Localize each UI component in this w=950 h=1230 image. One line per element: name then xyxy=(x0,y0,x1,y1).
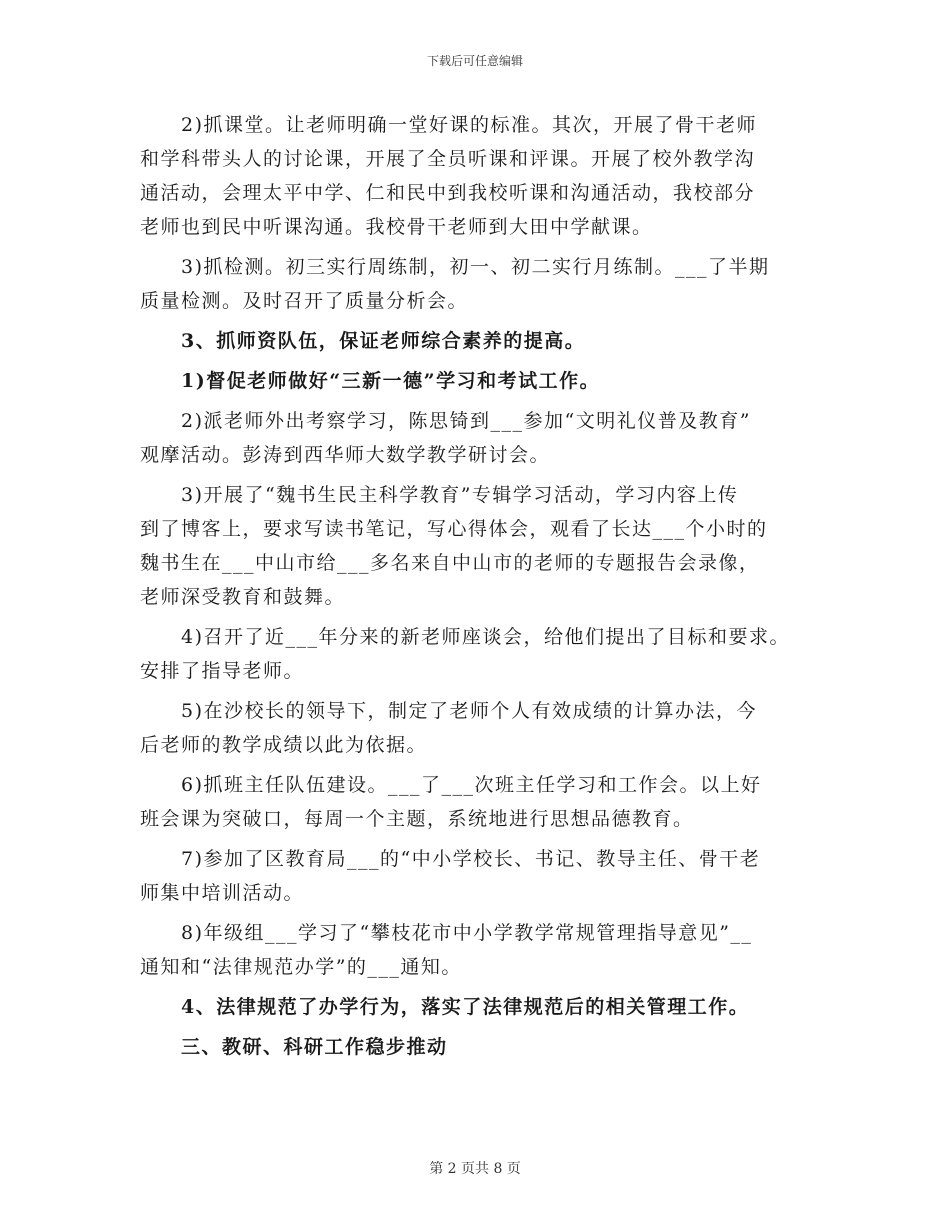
text-line: 后老师的教学成绩以此为依据。 xyxy=(140,734,428,756)
section-heading: 三、教研、科研工作稳步推动 xyxy=(181,1036,448,1058)
heading-research-work xyxy=(140,1030,830,1064)
text-line: 2)抓课堂。让老师明确一堂好课的标准。其次，开展了骨干老师 xyxy=(181,114,758,136)
text-line: 观摩活动。彭涛到西华师大数学教学研讨会。 xyxy=(140,444,551,466)
text-line: 6)抓班主任队伍建设。___了___次班主任学习和工作会。以上好 xyxy=(181,774,762,796)
section-heading: 4、法律规范了办学行为，落实了法律规范后的相关管理工作。 xyxy=(181,996,750,1018)
paragraph-external-study xyxy=(140,404,830,472)
paragraph-class-teacher-team xyxy=(140,768,830,836)
text-line: 到了博客上，要求写读书笔记，写心得体会，观看了长达___个小时的 xyxy=(140,518,768,540)
paragraph-grasp-classroom xyxy=(140,108,830,244)
text-line: 和学科带头人的讨论课，开展了全员听课和评课。开展了校外教学沟 xyxy=(140,148,756,170)
paragraph-supervise-study xyxy=(140,364,830,398)
paragraph-district-training xyxy=(140,842,830,910)
text-line: 安排了指导老师。 xyxy=(140,660,305,682)
page-header-note: 下载后可任意编辑 xyxy=(426,54,523,68)
text-line: 2)派老师外出考察学习，陈思锜到___参加“文明礼仪普及教育” xyxy=(181,410,751,432)
paragraph-grade-group-study xyxy=(140,916,830,984)
text-line: 魏书生在___中山市给___多名来自中山市的老师的专题报告会录像， xyxy=(140,552,760,574)
paragraph-grasp-testing xyxy=(140,250,830,318)
subheading: 1)督促老师做好“三新一德”学习和考试工作。 xyxy=(181,370,601,392)
heading-teacher-team xyxy=(140,324,830,358)
text-line: 3)开展了“魏书生民主科学教育”专辑学习活动，学习内容上传 xyxy=(181,484,739,506)
text-line: 通活动，会理太平中学、仁和民中到我校听课和沟通活动，我校部分 xyxy=(140,182,756,204)
text-line: 通知和“法律规范办学”的___通知。 xyxy=(140,956,462,978)
section-heading: 3、抓师资队伍，保证老师综合素养的提高。 xyxy=(181,330,586,352)
document-body xyxy=(140,108,830,1064)
text-line: 师集中培训活动。 xyxy=(140,882,305,904)
page-number-footer: 第 2 页共 8 页 xyxy=(429,1161,521,1177)
text-line: 7)参加了区教育局___的“中小学校长、书记、教导主任、骨干老 xyxy=(181,848,761,870)
paragraph-wei-shusheng-study xyxy=(140,478,830,614)
text-line: 4)召开了近___年分来的新老师座谈会，给他们提出了目标和要求。 xyxy=(181,626,791,648)
text-line: 3)抓检测。初三实行周练制，初一、初二实行月练制。___了半期 xyxy=(181,256,770,278)
text-line: 老师深受教育和鼓舞。 xyxy=(140,586,346,608)
heading-legal-standards xyxy=(140,990,830,1024)
paragraph-performance-method xyxy=(140,694,830,762)
text-line: 8)年级组___学习了“攀枝花市中小学教学常规管理指导意见”__ xyxy=(181,922,753,944)
text-line: 质量检测。及时召开了质量分析会。 xyxy=(140,290,469,312)
text-line: 5)在沙校长的领导下，制定了老师个人有效成绩的计算办法，今 xyxy=(181,700,758,722)
paragraph-new-teacher-meeting xyxy=(140,620,830,688)
text-line: 老师也到民中听课沟通。我校骨干老师到大田中学献课。 xyxy=(140,216,653,238)
text-line: 班会课为突破口，每周一个主题，系统地进行思想品德教育。 xyxy=(140,808,694,830)
